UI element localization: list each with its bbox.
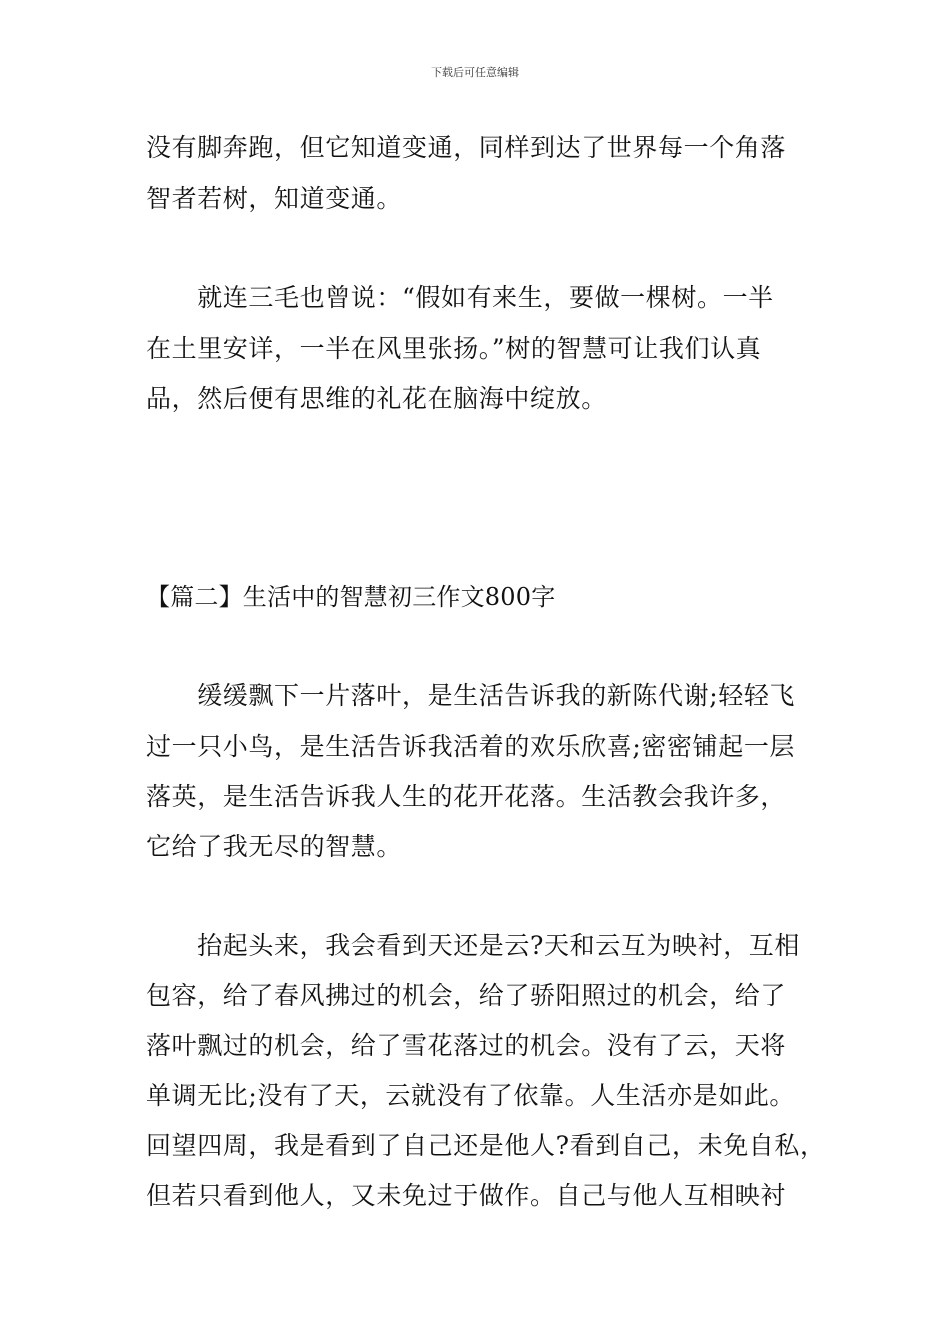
text-line: 落英，是生活告诉我人生的花开花落。生活教会我许多， (146, 782, 787, 811)
text-line: 没有脚奔跑，但它知道变通，同样到达了世界每一个角落 (146, 133, 787, 162)
text-line: 过一只小鸟，是生活告诉我活着的欢乐欣喜;密密铺起一层 (146, 732, 796, 761)
text-line: 落叶飘过的机会，给了雪花落过的机会。没有了云，天将 (146, 1031, 787, 1060)
text-line: 缓缓飘下一片落叶，是生活告诉我的新陈代谢;轻轻飞 (146, 681, 796, 710)
text-line: 智者若树，知道变通。 (146, 184, 403, 213)
text-line: 包容，给了春风拂过的机会，给了骄阳照过的机会，给了 (146, 981, 787, 1010)
text-line: 就连三毛也曾说：“假如有来生，要做一棵树。一半 (146, 283, 774, 312)
text-line: 回望四周，我是看到了自己还是他人?看到自己，未免自私， (146, 1131, 826, 1160)
text-line: 品，然后便有思维的礼花在脑海中绽放。 (146, 384, 607, 413)
text-line: 但若只看到他人，又未免过于做作。自己与他人互相映衬 (146, 1181, 787, 1210)
text-line: 在土里安详，一半在风里张扬。”树的智慧可让我们认真 (146, 334, 762, 363)
text-line: 它给了我无尽的智慧。 (146, 832, 403, 861)
text-line: 单调无比;没有了天，云就没有了依靠。人生活亦是如此。 (146, 1081, 796, 1110)
page-header: 下载后可任意编辑 (431, 66, 519, 79)
section-heading: 【篇二】生活中的智慧初三作文800字 (146, 583, 556, 611)
text-line: 抬起头来，我会看到天还是云?天和云互为映衬，互相 (146, 931, 801, 960)
